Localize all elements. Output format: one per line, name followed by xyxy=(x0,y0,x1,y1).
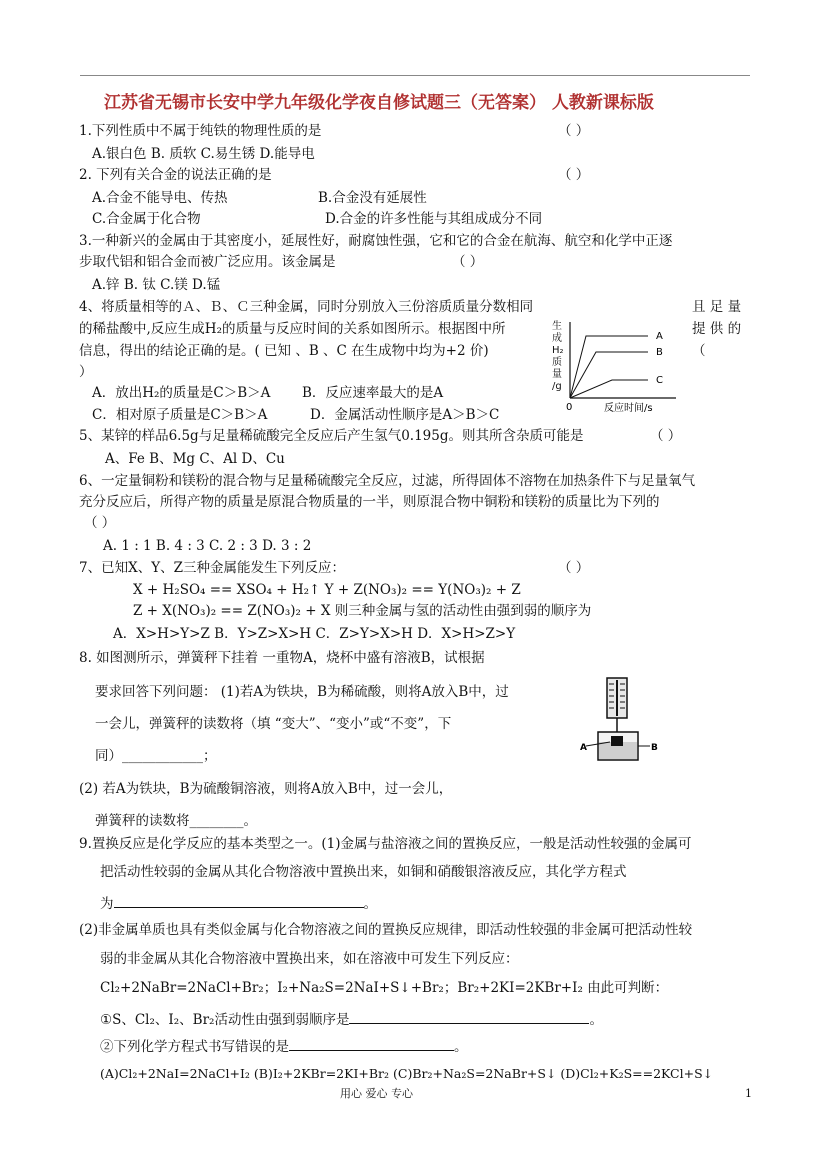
option-2b: B.合金没有延展性 xyxy=(318,190,427,206)
answer-blank xyxy=(349,1011,589,1024)
question-9-line-7 xyxy=(100,1011,603,1028)
reaction-graph xyxy=(548,318,683,418)
y-label-char: 生 xyxy=(552,321,562,332)
options-5: A、Fe B、Mg C、Al D、Cu xyxy=(105,451,285,467)
option-2a: A.合金不能导电、传热 xyxy=(92,190,228,206)
series-label-b: B xyxy=(656,347,663,358)
question-8-line-4 xyxy=(95,750,217,764)
answer-paren: （ ） xyxy=(650,428,682,444)
question-9-line-7-end: 。 xyxy=(589,1012,603,1028)
question-3-line-1: 3.一种新兴的金属由于其密度小，延展性好，耐腐蚀性强，它和它的合金在航海、航空和化学中正逐 xyxy=(79,233,673,249)
series-label-a: A xyxy=(656,331,663,342)
question-9-line-8-end: 。 xyxy=(454,1039,468,1055)
y-label-char: /g xyxy=(552,381,562,392)
options-6: A. 1 : 1 B. 4 : 3 C. 2 : 3 D. 3 : 2 xyxy=(103,538,312,554)
options-3: A.锌 B. 钛 C.镁 D.锰 xyxy=(92,277,221,293)
question-4-line-2-right: 提 供 的 xyxy=(692,321,742,337)
question-5: 5、某锌的样品6.5g与足量稀硫酸完全反应后产生氢气0.195g。则其所含杂质可能是 xyxy=(79,428,584,444)
options-1: A.银白色 B. 质软 C.易生锈 D.能导电 xyxy=(92,146,315,162)
option-2d: D.合金的许多性能与其组成成分不同 xyxy=(325,211,543,227)
answer-paren: （ ） xyxy=(452,254,484,270)
question-3-line-2: 步取代铝和铝合金而被广泛应用。该金属是 xyxy=(79,254,336,270)
question-8-line-6-text: 弹簧秤的读数将 xyxy=(95,813,190,829)
y-label-char: 成 xyxy=(552,333,562,344)
question-8-line-2: 要求回答下列问题： (1)若A为铁块，B为稀硫酸，则将A放入B中，过 xyxy=(95,684,509,700)
question-4-line-3: 信息，得出的结论正确的是。( 已知 、B 、C 在生成物中均为+2 价) xyxy=(79,343,489,359)
answer-paren: （ ） xyxy=(558,167,590,183)
question-9-line-6: Cl₂+2NaBr=2NaCl+Br₂；I₂+Na₂S=2NaI+S↓+Br₂；Br₂+2KI=2KBr+I₂ 由此可判断： xyxy=(100,980,669,996)
y-label-char: 质 xyxy=(552,357,562,368)
answer-blank: ________。 xyxy=(189,813,257,829)
question-9-line-3-end: 。 xyxy=(363,896,377,912)
answer-blank xyxy=(289,1038,454,1051)
question-7: 7、已知X、Y、Z三种金属能发生下列反应： xyxy=(79,560,345,576)
question-9-line-1: 9.置换反应是化学反应的基本类型之一。(1)金属与盐溶液之间的置换反应，一般是活动性较强的金属可 xyxy=(79,836,692,852)
answer-paren: （ ） xyxy=(558,123,590,139)
y-label-char: 量 xyxy=(552,369,562,380)
question-2: 2. 下列有关合金的说法正确的是 xyxy=(79,167,272,183)
question-8-line-1: 8. 如图测所示，弹簧秤下挂着 一重物A，烧杯中盛有溶液B，试根据 xyxy=(79,650,485,666)
question-4-line-2: 的稀盐酸中,反应生成H₂的质量与反应时间的关系如图所示。根据图中所 xyxy=(79,321,506,337)
answer-blank: ____________； xyxy=(122,748,217,764)
page-number: 1 xyxy=(745,1087,752,1100)
option-4d: D．金属活动性顺序是A＞B＞C xyxy=(310,407,500,423)
question-6-line-1: 6、一定量铜粉和镁粉的混合物与足量稀硫酸完全反应，过滤，所得固体不溶物在加热条件下与足量氧气 xyxy=(79,473,696,489)
question-6-line-2: 充分反应后，所得产物的质量是原混合物质量的一半，则原混合物中铜粉和镁粉的质量比为下列的 xyxy=(79,494,660,510)
option-4b: B．反应速率最大的是A xyxy=(302,385,444,401)
option-4c: C．相对原子质量是C＞B＞A xyxy=(92,407,268,423)
series-label-c: C xyxy=(656,375,663,386)
question-1: 1.下列性质中不属于纯铁的物理性质的是 xyxy=(79,123,322,139)
spring-scale-apparatus xyxy=(580,676,660,766)
question-9-line-5: 弱的非金属从其化合物溶液中置换出来，如在溶液中可发生下列反应： xyxy=(100,951,519,967)
question-9-line-3-text: 为 xyxy=(100,896,114,912)
options-9: (A)Cl₂+2NaI=2NaCl+I₂ (B)I₂+2KBr=2KI+Br₂ (C)Br₂+Na₂S=2NaBr+S↓ (D)Cl₂+K₂S==2KCl+S↓ xyxy=(100,1066,714,1081)
equation-7-1: X + H₂SO₄ == XSO₄ + H₂↑ Y + Z(NO₃)₂ == Y(NO₃)₂ + Z xyxy=(133,582,521,598)
answer-blank xyxy=(114,895,364,908)
question-8-line-4-text: 同） xyxy=(95,748,122,764)
option-2c: C.合金属于化合物 xyxy=(92,211,201,227)
label-b: B xyxy=(651,743,658,753)
question-6-line-3: （ ） xyxy=(84,515,116,531)
y-label-char: H₂ xyxy=(552,345,564,356)
answer-paren: （ ） xyxy=(558,560,590,576)
curve-b xyxy=(570,352,648,398)
header-rule xyxy=(80,75,750,76)
question-4-line-3-right: （ xyxy=(692,343,706,359)
question-4-line-1: 4、将质量相等的Ａ、Ｂ、Ｃ三种金属，同时分别放入三份溶质质量分数相同 xyxy=(79,299,534,315)
options-7: A．X>H>Y>Z B．Y>Z>X>H C．Z>Y>X>H D．X>H>Z>Y xyxy=(113,626,516,642)
question-9-line-8 xyxy=(100,1038,468,1055)
footer-motto: 用心 爱心 专心 xyxy=(340,1087,413,1100)
equation-7-2: Z + X(NO₃)₂ == Z(NO₃)₂ + X 则三种金属与氢的活动性由强到弱的顺序为 xyxy=(133,603,592,619)
label-a: A xyxy=(580,743,587,753)
question-8-line-5: (2) 若A为铁块，B为硫酸铜溶液，则将A放入B中，过一会儿， xyxy=(79,781,453,797)
question-9-line-4: (2)非金属单质也具有类似金属与化合物溶液之间的置换反应规律，即活动性较强的非金属可把活动性较 xyxy=(79,922,693,938)
question-9-line-8-text: ②下列化学方程式书写错误的是 xyxy=(100,1039,289,1055)
x-axis-label: 反应时间/s xyxy=(604,403,653,414)
option-4a: A．放出H₂的质量是C＞B＞A xyxy=(92,385,271,401)
question-8-line-3: 一会儿，弹簧秤的读数将（填 “变大”、“变小”或“不变”，下 xyxy=(95,716,452,732)
graph-y-label xyxy=(552,319,564,392)
question-8-line-6 xyxy=(95,815,257,829)
question-9-line-3 xyxy=(100,895,377,912)
origin-label: 0 xyxy=(566,402,573,413)
curve-c xyxy=(570,380,648,398)
weight-a xyxy=(611,736,623,746)
question-4-line-1-right: 且 足 量 xyxy=(692,299,742,315)
question-9-line-2: 把活动性较弱的金属从其化合物溶液中置换出来，如铜和硝酸银溶液反应，其化学方程式 xyxy=(100,864,627,880)
page-title: 江苏省无锡市长安中学九年级化学夜自修试题三（无答案） 人教新课标版 xyxy=(104,93,654,113)
question-9-line-7-text: ①S、Cl₂、I₂、Br₂活动性由强到弱顺序是 xyxy=(100,1012,350,1028)
question-4-line-4: ） xyxy=(79,364,93,380)
curve-a xyxy=(570,336,648,398)
